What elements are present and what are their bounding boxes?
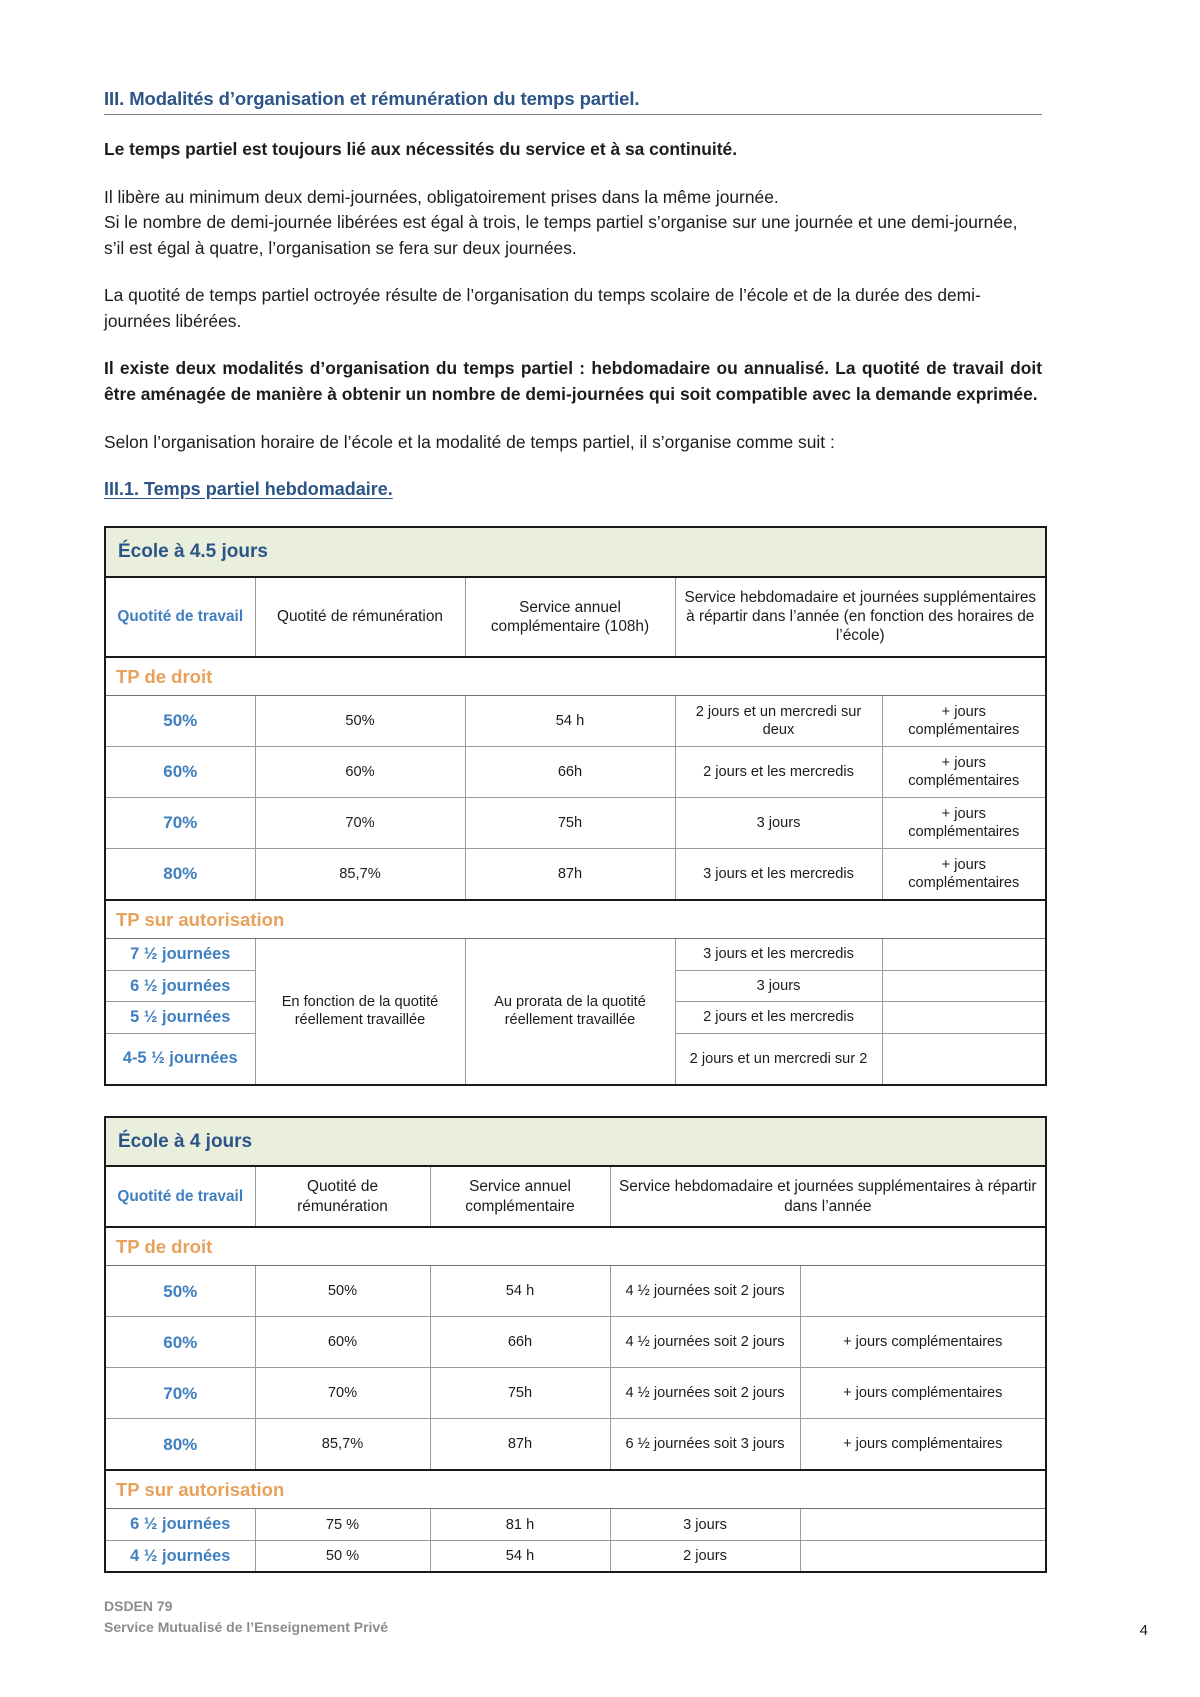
title-divider (104, 114, 1042, 115)
cell-hebdo: 3 jours (675, 797, 882, 848)
paragraph-intro-bold: Le temps partiel est toujours lié aux nécessités du service et à sa continuité. (104, 139, 738, 159)
cell-annuel-merged: Au prorata de la quotité réellement travaillée (465, 939, 675, 1085)
col-header-service-annuel: Service annuel complémentaire (430, 1166, 610, 1227)
table-row (105, 797, 1046, 848)
cell-quotite: 4 ½ journées (105, 1540, 255, 1572)
table-row (105, 939, 1046, 971)
cell-annuel: 87h (430, 1419, 610, 1471)
cell-remuneration: 50% (255, 695, 465, 746)
cell-remuneration: 85,7% (255, 1419, 430, 1471)
group-label: TP sur autorisation (116, 908, 285, 930)
cell-annuel: 54 h (465, 695, 675, 746)
spacer (104, 163, 1042, 185)
cell-quotite: 4-5 ½ journées (105, 1033, 255, 1085)
spacer (104, 1086, 1042, 1116)
col-header-quotite-remuneration: Quotité de rémunération (255, 577, 465, 657)
cell-hebdo: 3 jours et les mercredis (675, 848, 882, 900)
band-cell (105, 1117, 1046, 1167)
col-header-service-annuel: Service annuel complémentaire (108h) (465, 577, 675, 657)
spacer (104, 334, 1042, 356)
cell-annuel: 66h (430, 1317, 610, 1368)
table-header-row (105, 577, 1046, 657)
table-row (105, 695, 1046, 746)
col-header-quotite-travail: Quotité de travail (105, 1166, 255, 1227)
cell-annuel: 75h (430, 1368, 610, 1419)
cell-extra (800, 1266, 1046, 1317)
cell-extra: + jours complémentaires (882, 746, 1046, 797)
table-row (105, 1266, 1046, 1317)
cell-hebdo: 2 jours (610, 1540, 800, 1572)
cell-quotite: 6 ½ journées (105, 1509, 255, 1541)
cell-quotite: 80% (105, 848, 255, 900)
cell-hebdo: 2 jours et les mercredis (675, 746, 882, 797)
band-cell (105, 527, 1046, 577)
cell-quotite: 5 ½ journées (105, 1002, 255, 1034)
cell-extra: + jours complémentaires (882, 848, 1046, 900)
cell-extra (800, 1540, 1046, 1572)
cell-annuel: 75h (465, 797, 675, 848)
cell-quotite: 6 ½ journées (105, 970, 255, 1002)
table-header-row (105, 1166, 1046, 1227)
table-band-row (105, 1117, 1046, 1167)
cell-quotite: 50% (105, 1266, 255, 1317)
cell-remuneration: 60% (255, 746, 465, 797)
cell-remuneration-merged: En fonction de la quotité réellement travaillée (255, 939, 465, 1085)
cell-remuneration: 85,7% (255, 848, 465, 900)
cell-remuneration: 70% (255, 797, 465, 848)
col-header-quotite-travail: Quotité de travail (105, 577, 255, 657)
page-title: III. Modalités d’organisation et rémunération du temps partiel. (104, 88, 640, 109)
group-label: TP de droit (116, 665, 213, 687)
group-label: TP sur autorisation (116, 1479, 285, 1501)
cell-extra: + jours complémentaires (800, 1317, 1046, 1368)
group-row-tp-de-droit (105, 657, 1046, 696)
table-row (105, 1419, 1046, 1471)
col-header-quotite-remuneration: Quotité de rémunération (255, 1166, 430, 1227)
col-header-service-hebdomadaire: Service hebdomadaire et journées supplémentaires à répartir dans l’année (610, 1166, 1046, 1227)
table-row (105, 848, 1046, 900)
paragraph-modalites-bold: Il existe deux modalités d’organisation du temps partiel : hebdomadaire ou annualisé. La quotité de travail doit être aménagée de manière à obtenir un nombre de demi-journées qui soit compatible avec la demande exprimée. (104, 358, 1042, 405)
cell-extra: + jours complémentaires (882, 695, 1046, 746)
cell-hebdo: 6 ½ journées soit 3 jours (610, 1419, 800, 1471)
cell-annuel: 66h (465, 746, 675, 797)
cell-annuel: 54 h (430, 1540, 610, 1572)
cell-extra: + jours complémentaires (882, 797, 1046, 848)
table-row (105, 1317, 1046, 1368)
cell-remuneration: 70% (255, 1368, 430, 1419)
group-cell (105, 900, 1046, 939)
paragraph-selon-organisation: Selon l’organisation horaire de l’école et la modalité de temps partiel, il s’organise comme suit : (104, 431, 835, 452)
group-cell (105, 1227, 1046, 1266)
cell-extra (882, 970, 1046, 1002)
paragraph-liberation-line2: Si le nombre de demi-journée libérées est égal à trois, le temps partiel s’organise sur une journée et une demi-journée, s’il est égal à quatre, l’organisation se fera sur deux journées. (104, 212, 1018, 258)
cell-hebdo: 2 jours et un mercredi sur deux (675, 695, 882, 746)
cell-remuneration: 75 % (255, 1509, 430, 1541)
cell-quotite: 60% (105, 746, 255, 797)
cell-hebdo: 4 ½ journées soit 2 jours (610, 1266, 800, 1317)
cell-extra (800, 1509, 1046, 1541)
cell-extra (882, 1002, 1046, 1034)
cell-quotite: 60% (105, 1317, 255, 1368)
cell-quotite: 50% (105, 695, 255, 746)
cell-hebdo: 3 jours (610, 1509, 800, 1541)
group-row-tp-de-droit (105, 1227, 1046, 1266)
spacer (104, 455, 1042, 479)
cell-quotite: 7 ½ journées (105, 939, 255, 971)
cell-hebdo: 2 jours et un mercredi sur 2 (675, 1033, 882, 1085)
cell-hebdo: 2 jours et les mercredis (675, 1002, 882, 1034)
band-label: École à 4 jours (118, 1130, 253, 1152)
cell-quotite: 70% (105, 1368, 255, 1419)
cell-quotite: 80% (105, 1419, 255, 1471)
group-label: TP de droit (116, 1235, 213, 1257)
col-header-service-hebdomadaire: Service hebdomadaire et journées supplémentaires à répartir dans l’année (en fonction des horaires de l’école) (675, 577, 1046, 657)
cell-annuel: 81 h (430, 1509, 610, 1541)
table-ecole-45-jours (104, 526, 1047, 1085)
spacer (104, 261, 1042, 283)
table-row (105, 1368, 1046, 1419)
page-footer (104, 1596, 1104, 1637)
cell-remuneration: 60% (255, 1317, 430, 1368)
table-row (105, 1540, 1046, 1572)
group-row-tp-sur-autorisation (105, 1470, 1046, 1509)
paragraph-liberation-line1: Il libère au minimum deux demi-journées, obligatoirement prises dans la même journée. (104, 186, 779, 207)
cell-remuneration: 50% (255, 1266, 430, 1317)
spacer (104, 500, 1042, 526)
paragraph-quotite: La quotité de temps partiel octroyée résulte de l’organisation du temps scolaire de l’école et de la durée des demi-journées libérées. (104, 285, 981, 331)
cell-annuel: 54 h (430, 1266, 610, 1317)
spacer (104, 408, 1042, 430)
table-ecole-4-jours (104, 1116, 1047, 1574)
group-row-tp-sur-autorisation (105, 900, 1046, 939)
cell-hebdo: 4 ½ journées soit 2 jours (610, 1368, 800, 1419)
cell-hebdo: 3 jours et les mercredis (675, 939, 882, 971)
footer-service: Service Mutualisé de l’Enseignement Privé (104, 1618, 388, 1635)
table-row (105, 746, 1046, 797)
cell-extra (882, 1033, 1046, 1085)
page-number: 4 (1139, 1622, 1148, 1639)
footer-org: DSDEN 79 (104, 1598, 173, 1615)
cell-extra: + jours complémentaires (800, 1419, 1046, 1471)
cell-annuel: 87h (465, 848, 675, 900)
cell-quotite: 70% (105, 797, 255, 848)
subsection-title: III.1. Temps partiel hebdomadaire. (104, 479, 393, 500)
group-cell (105, 657, 1046, 696)
cell-extra: + jours complémentaires (800, 1368, 1046, 1419)
cell-remuneration: 50 % (255, 1540, 430, 1572)
group-cell (105, 1470, 1046, 1509)
table-band-row (105, 527, 1046, 577)
table-row (105, 1509, 1046, 1541)
cell-hebdo: 4 ½ journées soit 2 jours (610, 1317, 800, 1368)
cell-hebdo: 3 jours (675, 970, 882, 1002)
cell-extra (882, 939, 1046, 971)
band-label: École à 4.5 jours (118, 541, 268, 563)
